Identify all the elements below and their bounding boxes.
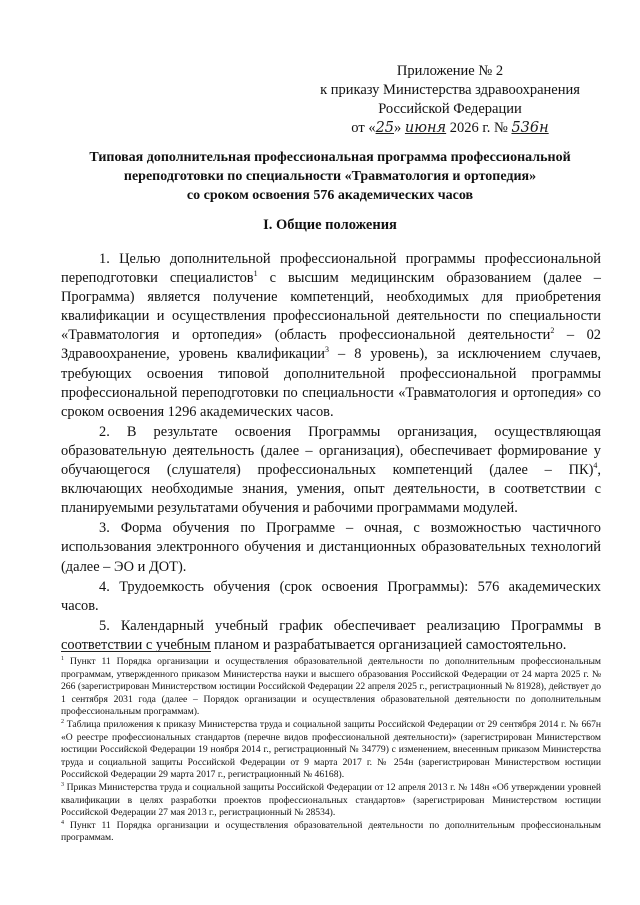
order-number-handwritten: 536н [511,120,549,136]
appendix-order-ref: к приказу Министерства здравоохранения [320,82,580,98]
p1-text-a: 1. Целью дополнительной профессиональной программы профессиональной переподготовки специалистов [61,251,601,287]
paragraph-4: 4. Трудоемкость обучения (срок освоения Программы): 576 академических часов. [61,578,601,614]
footnote-mark-2: 2 [61,718,64,725]
date-prefix: от « [351,120,376,136]
footnote-mark-1: 1 [61,655,64,662]
appendix-header [300,62,600,138]
footnote-ref-1: 1 [253,269,258,279]
p2-text-a: 2. В результате освоения Программы организация, осуществляющая образовательную деятельность (далее – организация), обеспечивает формирование у обучающегося (слушателя) профессиональных компетенций (далее – ПК) [61,423,601,479]
footnote-ref-3: 3 [324,345,329,355]
paragraph-5: 5. Календарный учебный график обеспечивает реализацию Программы в соответствии с учебным планом и разрабатывается организацией самостоятельно. [61,617,601,653]
appendix-country: Российской Федерации [378,101,522,117]
title-line-1: Типовая дополнительная профессиональная программа профессиональной [89,150,571,165]
program-title [60,148,600,205]
paragraph-1 [61,250,601,422]
paragraph-3: 3. Форма обучения по Программе – очная, с возможностью частичного использования электронного обучения и дистанционных образовательных технологий (далее – ЭО и ДОТ). [61,520,601,575]
p1-text-b: с высшим медицинским образованием (далее – Программа) является получение компетенций, необходимых для приобретения квалификации и осуществления профессиональной деятельности по специальности «Травматология и ортопедия» (область профессиональной деятельности [61,270,601,344]
footnote-text-4: Пункт 11 Порядка организации и осуществления образовательной деятельности по дополнительным профессиональным программам. [61,819,601,844]
date-year: 2026 г. № [449,120,508,136]
footnote-1 [61,656,601,719]
date-mid: » [394,120,402,136]
paragraph-2 [61,423,601,518]
p1-text-d: – 8 уровень), за исключением случаев, требующих освоения типовой дополнительной профессиональной программы профессиональной переподготовки по специальности «Травматология и ортопедия» со сроком освоения 1296 академических часов. [61,346,601,420]
footnote-mark-4: 4 [61,819,64,826]
section-heading: I. Общие положения [263,217,397,233]
footnote-separator [61,651,211,652]
footnote-ref-4: 4 [593,461,598,471]
date-day-handwritten: 25 [375,120,395,136]
appendix-date-line [300,119,600,138]
footnote-4 [61,820,601,845]
date-month-handwritten: июня [404,120,447,136]
footnote-text-2: Таблица приложения к приказу Министерства труда и социальной защиты Российской Федерации от 29 сентября 2014 г. № 667н «О реестре профессиональных стандартов (перечне видов профессиональной деятельности)» (зарегистрирован Министерством юстиции Российской Федерации 19 ноября 2014 г., регистрационный № 34779) с изменением, внесенным приказом Министерства труда и социальной защиты Российской Федерации от 9 марта 2017 г. № 254н (зарегистрирован Министерством юстиции Российской Федерации 29 марта 2017 г., регистрационный № 46168). [61,718,601,781]
footnote-ref-2: 2 [550,326,555,336]
p2-text-b: , включающих необходимые знания, умения, опыт деятельности, в соответствии с планируемыми результатами обучения и рабочими программами модулей. [61,462,601,517]
title-line-2: переподготовки по специальности «Травматология и ортопедия» [123,169,537,184]
appendix-number: Приложение № 2 [396,63,504,79]
footnote-text-3: Приказ Министерства труда и социальной защиты Российской Федерации от 12 апреля 2013 г. № 148н «Об утверждении уровней квалификации в целях разработки проектов профессиональных стандартов» (зарегистрирован Министерством юстиции Российской Федерации 27 мая 2013 г., регистрационный № 28534). [61,781,601,819]
footnote-mark-3: 3 [61,781,64,788]
p1-text-c: – 02 Здравоохранение, уровень квалификации [61,327,602,363]
footnote-3 [61,782,601,820]
footnotes [61,656,601,845]
footnote-text-1: Пункт 11 Порядка организации и осуществления образовательной деятельности по дополнительным профессиональным программам, утвержденного приказом Министерства науки и высшего образования Российской Федерации от 24 марта 2025 г. № 266 (зарегистрирован Министерством юстиции Российской Федерации 22 апреля 2025 г., регистрационный № 81928), действует до 1 сентября 2031 года (далее – Порядок организации и осуществления образовательной деятельности по дополнительным профессиональным программам). [61,656,601,718]
body-text [61,250,601,656]
title-line-3: со сроком освоения 576 академических часов [186,188,474,203]
footnote-2 [61,719,601,782]
